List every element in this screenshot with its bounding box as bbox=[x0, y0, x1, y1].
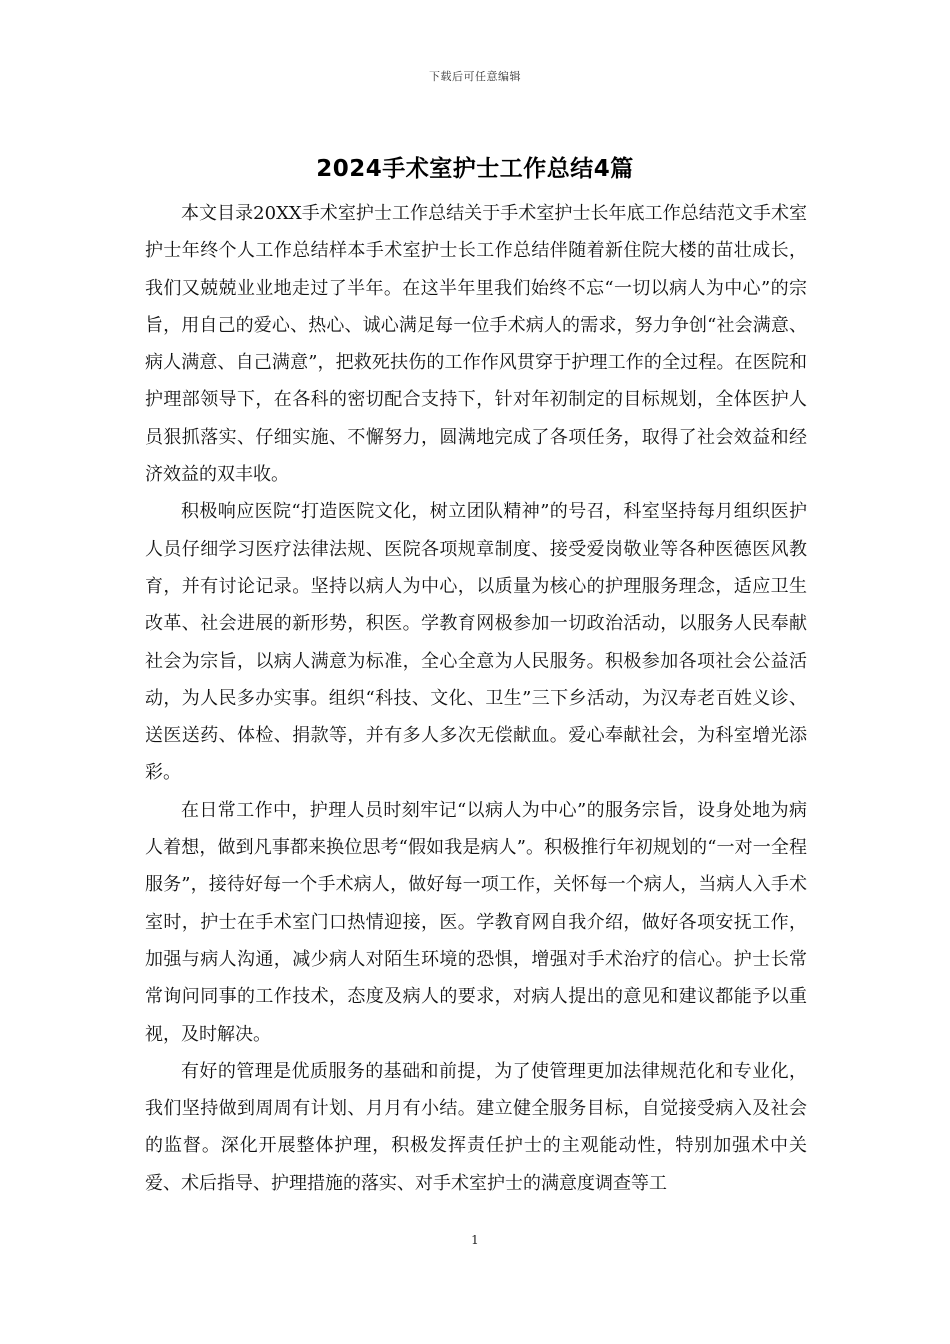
header-note: 下载后可任意编辑 bbox=[429, 70, 521, 83]
paragraph-3: 在日常工作中，护理人员时刻牢记“以病人为中心”的服务宗旨，设身处地为病人着想，做到凡事都来换位思考“假如我是病人”。积极推行年初规划的“一对一全程服务”，接待好每一个手术病人，做好每一项工作，关怀每一个病人，当病人入手术室时，护士在手术室门口热情迎接，医。学教育网自我介绍，做好各项安抚工作，加强与病人沟通，减少病人对陌生环境的恐惧，增强对手术治疗的信心。护士长常常询问同事的工作技术，态度及病人的要求，对病人提出的意见和建议都能予以重视，及时解决。 bbox=[145, 799, 807, 1045]
document-title: 2024手术室护士工作总结4篇 bbox=[316, 156, 634, 182]
document-body bbox=[145, 195, 807, 1202]
page-number: 1 bbox=[471, 1233, 479, 1247]
paragraph-4: 有好的管理是优质服务的基础和前提，为了使管理更加法律规范化和专业化，我们坚持做到周周有计划、月月有小结。建立健全服务目标，自觉接受病入及社会的监督。深化开展整体护理，积极发挥责任护士的主观能动性，特别加强术中关爱、术后指导、护理措施的落实、对手术室护士的满意度调查等工 bbox=[145, 1060, 807, 1194]
paragraph-2: 积极响应医院“打造医院文化，树立团队精神”的号召，科室坚持每月组织医护人员仔细学习医疗法律法规、医院各项规章制度、接受爱岗敬业等各种医德医风教育，并有讨论记录。坚持以病人为中心，以质量为核心的护理服务理念，适应卫生改革、社会进展的新形势，积医。学教育网极参加一切政治活动，以服务人民奉献社会为宗旨，以病人满意为标准，全心全意为人民服务。积极参加各项社会公益活动，为人民多办实事。组织“科技、文化、卫生”三下乡活动，为汉寿老百姓义诊、送医送药、体检、捐款等，并有多人多次无偿献血。爱心奉献社会，为科室增光添彩。 bbox=[145, 501, 807, 784]
paragraph-1: 本文目录20XX手术室护士工作总结关于手术室护士长年底工作总结范文手术室护士年终个人工作总结样本手术室护士长工作总结伴随着新住院大楼的苗壮成长，我们又兢兢业业地走过了半年。在这半年里我们始终不忘“一切以病人为中心”的宗旨，用自己的爱心、热心、诚心满足每一位手术病人的需求，努力争创“社会满意、病人满意、自己满意”，把救死扶伤的工作作风贯穿于护理工作的全过程。在医院和护理部领导下，在各科的密切配合支持下，针对年初制定的目标规划，全体医护人员狠抓落实、仔细实施、不懈努力，圆满地完成了各项任务，取得了社会效益和经济效益的双丰收。 bbox=[145, 203, 807, 486]
